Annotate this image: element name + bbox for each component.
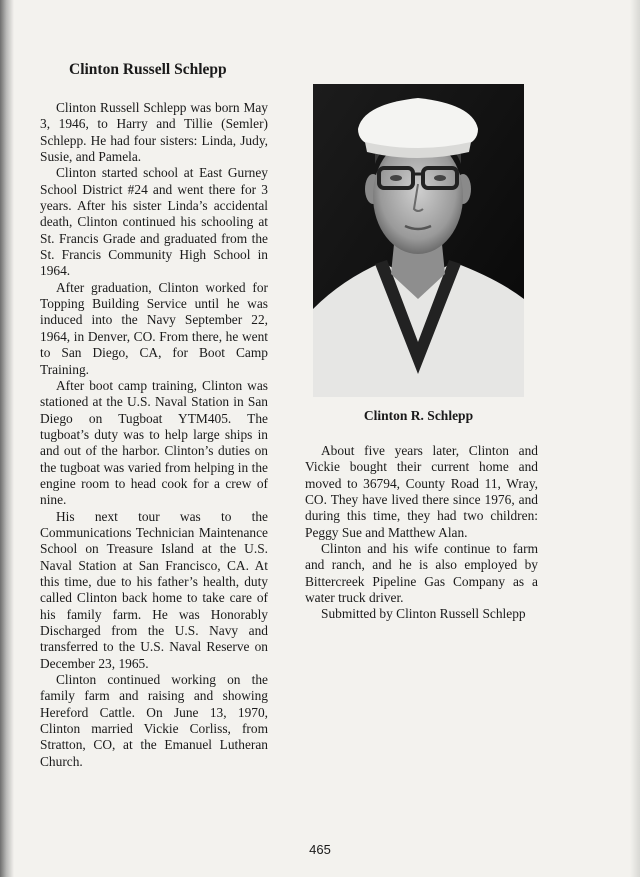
- paragraph: His next tour was to the Communications Technician Maintenance School on Treasure Island at the U.S. Naval Station at San Francisco, CA. At this time, due to his father’s health, duty called Clinton back home to take care of his family farm. He was Honorably Discharged from the U.S. Navy and transferred to the U.S. Naval Reserve on December 23, 1965.: [40, 508, 268, 671]
- paragraph: After boot camp training, Clinton was stationed at the U.S. Naval Station in San Diego on Tugboat YTM405. The tugboat’s duty was to help large ships in and out of the harbor. Clinton’s duties on the tugboat was varied from helping in the engine room to head cook for a crew of nine.: [40, 377, 268, 508]
- sailor-portrait-image: [313, 84, 524, 397]
- paragraph: Clinton started school at East Gurney School District #24 and went there for 3 years. After his sister Linda’s accidental death, Clinton continued his schooling at St. Francis Grade and graduated from the St. Francis Community High School in 1964.: [40, 165, 268, 279]
- submitted-by-line: Submitted by Clinton Russell Schlepp: [321, 606, 526, 622]
- right-text-column: [305, 443, 538, 623]
- paragraph: About five years later, Clinton and Vickie bought their current home and moved to 36794, County Road 11, Wray, CO. They have lived there since 1976, and during this time, they had two children: Peggy Sue and Matthew Alan.: [305, 443, 538, 540]
- paragraph: Clinton Russell Schlepp was born May 3, 1946, to Harry and Tillie (Semler) Schlepp. He had four sisters: Linda, Judy, Susie, and Pamela.: [40, 100, 268, 165]
- paragraph: After graduation, Clinton worked for Topping Building Service until he was induced into the Navy September 22, 1964, in Denver, CO. From there, he went to San Diego, CA, for Boot Camp Training.: [40, 279, 268, 377]
- binding-shadow: [0, 0, 14, 877]
- article-title: Clinton Russell Schlepp: [69, 61, 227, 78]
- portrait-photo: [313, 84, 524, 397]
- left-text-column: [40, 100, 268, 770]
- paragraph: Clinton continued working on the family farm and raising and showing Hereford Cattle. On June 13, 1970, Clinton married Vickie Corliss, from Stratton, CO, at the Emanuel Lutheran Church.: [40, 672, 268, 769]
- page-number: 465: [309, 842, 331, 857]
- paragraph: Clinton and his wife continue to farm and ranch, and he is also employed by Bittercreek Pipeline Gas Company as a water truck driver.: [305, 541, 538, 606]
- photo-caption: Clinton R. Schlepp: [363, 408, 474, 423]
- page-edge-shadow: [630, 0, 640, 877]
